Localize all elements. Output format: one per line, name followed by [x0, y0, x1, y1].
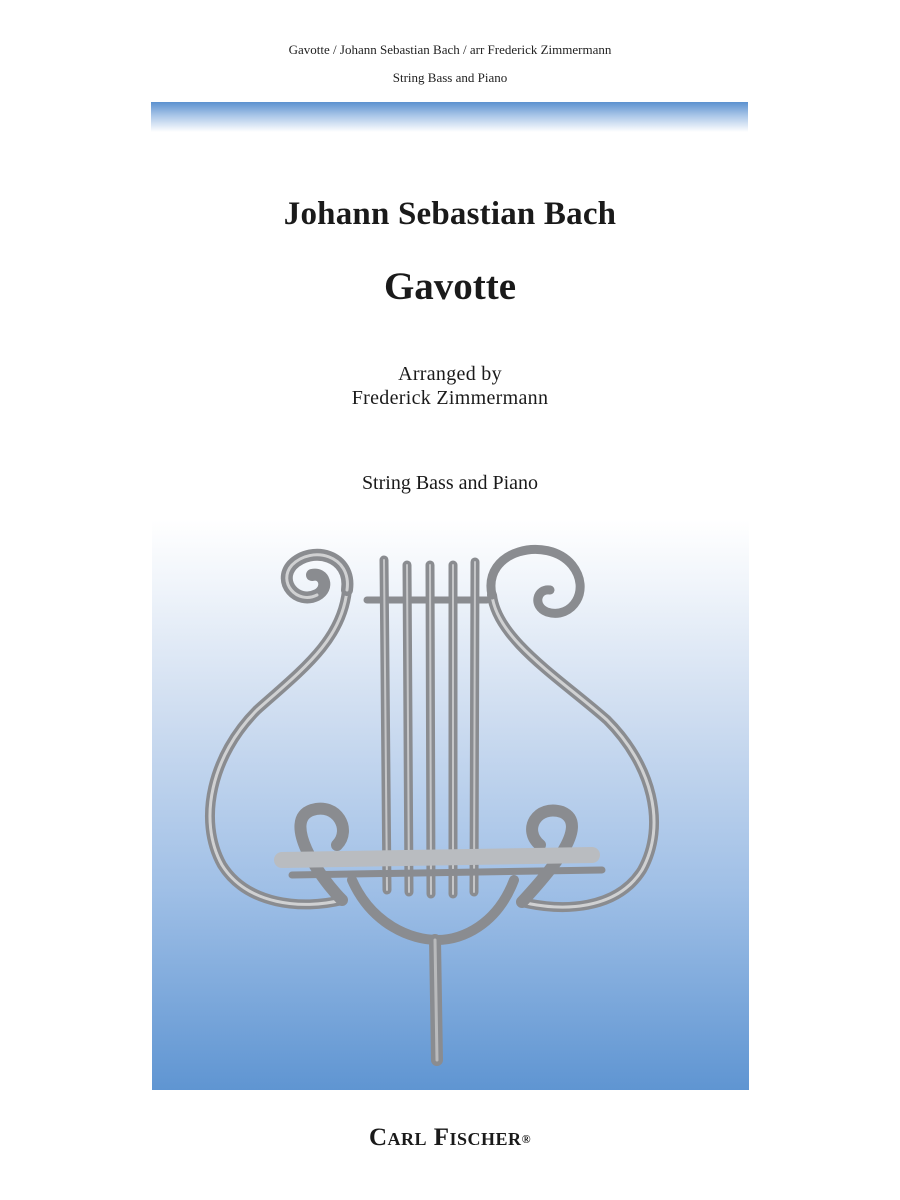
publisher-name: Carl Fischer: [368, 1124, 522, 1151]
arranged-by-label: Arranged by: [398, 363, 502, 385]
registered-mark: ®: [521, 1132, 532, 1146]
lyre-icon: [152, 520, 749, 1090]
cover-illustration-panel: [152, 520, 749, 1090]
header-instrumentation-line: String Bass and Piano: [392, 70, 508, 85]
top-color-band: [151, 102, 748, 132]
publisher-logo: [0, 1124, 900, 1152]
arranger-name: Frederick Zimmermann: [351, 387, 549, 409]
composer-name: Johann Sebastian Bach: [283, 196, 617, 232]
header-title-line: Gavotte / Johann Sebastian Bach / arr Frederick Zimmermann: [288, 42, 612, 57]
instrumentation: String Bass and Piano: [361, 472, 539, 494]
piece-title: Gavotte: [383, 265, 517, 308]
